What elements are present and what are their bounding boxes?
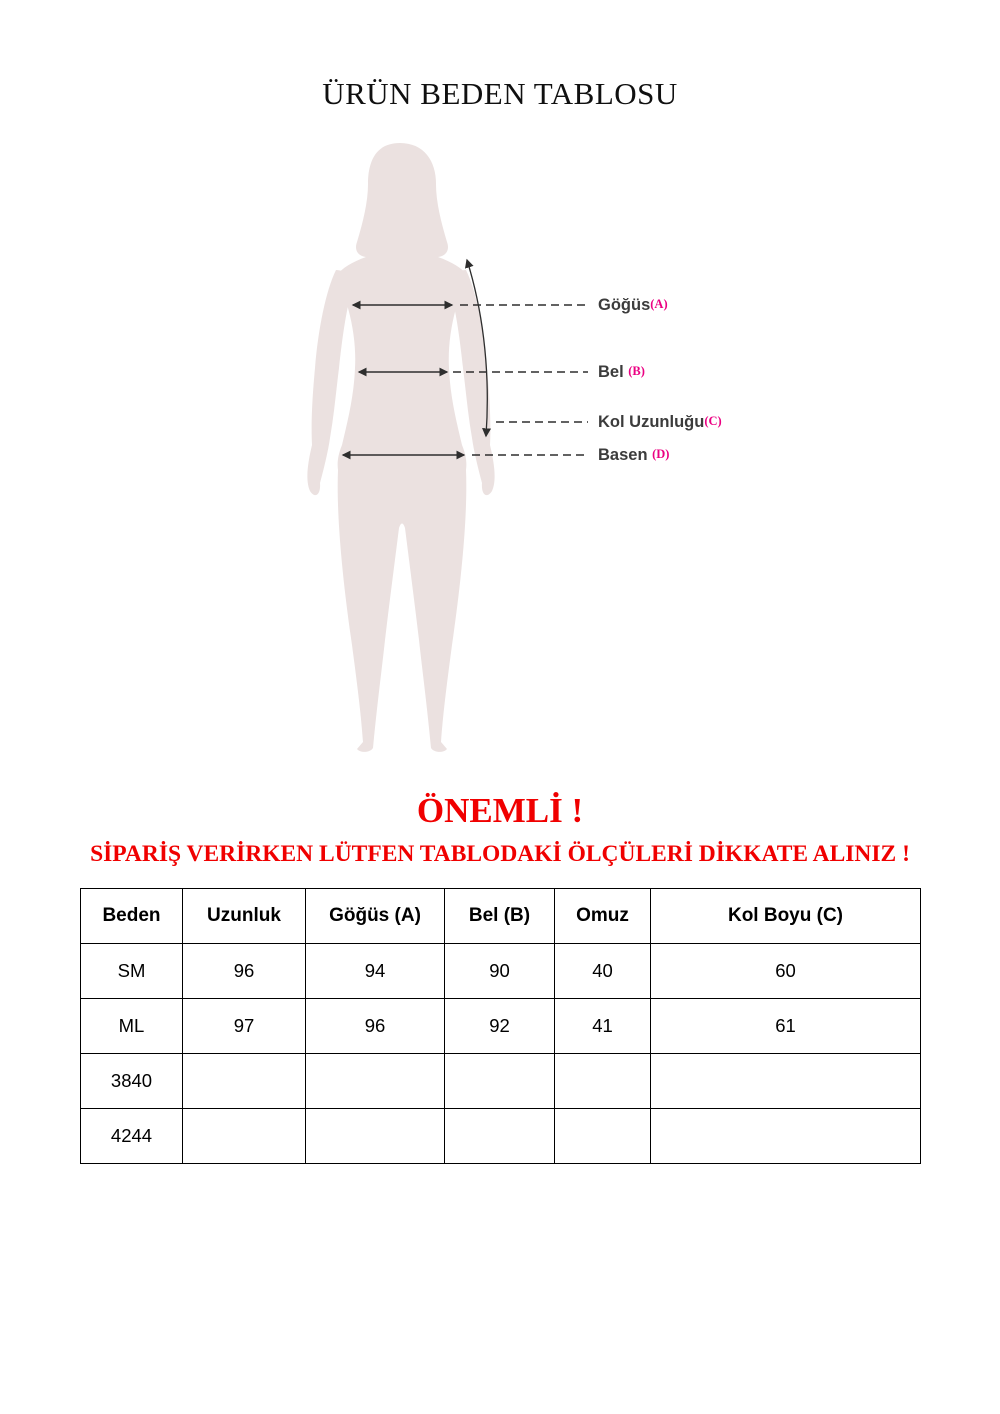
cell-omuz [555,1109,651,1164]
cell-bel [445,1109,555,1164]
cell-size: 3840 [81,1054,183,1109]
arm-length-measure-label [598,412,722,432]
table-row-3840 [81,1054,921,1109]
header-bel: Bel (B) [445,889,555,944]
cell-bel: 92 [445,999,555,1054]
table-row-ml [81,999,921,1054]
female-silhouette [336,143,468,752]
page-title: ÜRÜN BEDEN TABLOSU [322,76,678,111]
header-beden: Beden [81,889,183,944]
cell-omuz: 40 [555,944,651,999]
arm-label-letter: (C) [704,414,722,428]
cell-bel [445,1054,555,1109]
size-table-header-row [81,889,921,944]
chest-label-text: Göğüs [598,296,651,314]
cell-bel: 90 [445,944,555,999]
cell-gogus: 96 [306,999,445,1054]
important-heading: ÖNEMLİ ! [416,791,584,830]
cell-size: SM [81,944,183,999]
cell-uzunluk [183,1054,306,1109]
hip-measure-label [598,445,669,465]
cell-size: ML [81,999,183,1054]
cell-kol-boyu: 60 [651,944,921,999]
table-row-sm [81,944,921,999]
cell-gogus [306,1109,445,1164]
hip-label-letter: (D) [652,447,670,461]
cell-gogus [306,1054,445,1109]
cell-uzunluk: 96 [183,944,306,999]
header-uzunluk: Uzunluk [183,889,306,944]
cell-kol-boyu [651,1054,921,1109]
order-warning-text: SİPARİŞ VERİRKEN LÜTFEN TABLODAKİ ÖLÇÜLERİ DİKKATE ALINIZ ! [90,841,910,867]
cell-kol-boyu [651,1109,921,1164]
cell-kol-boyu: 61 [651,999,921,1054]
waist-label-text: Bel [598,363,629,381]
chest-label-letter: (A) [650,297,668,311]
cell-uzunluk: 97 [183,999,306,1054]
waist-measure-label [598,362,645,382]
table-row-4244 [81,1109,921,1164]
waist-label-letter: (B) [628,364,645,378]
cell-size: 4244 [81,1109,183,1164]
header-gogus: Göğüs (A) [306,889,445,944]
header-omuz: Omuz [555,889,651,944]
arm-label-text: Kol Uzunluğu [598,413,705,431]
cell-uzunluk [183,1109,306,1164]
header-kol-boyu: Kol Boyu (C) [651,889,921,944]
cell-omuz [555,1054,651,1109]
cell-gogus: 94 [306,944,445,999]
chest-measure-label [598,295,668,315]
hip-label-text: Basen [598,446,653,464]
size-table [80,888,921,1164]
cell-omuz: 41 [555,999,651,1054]
